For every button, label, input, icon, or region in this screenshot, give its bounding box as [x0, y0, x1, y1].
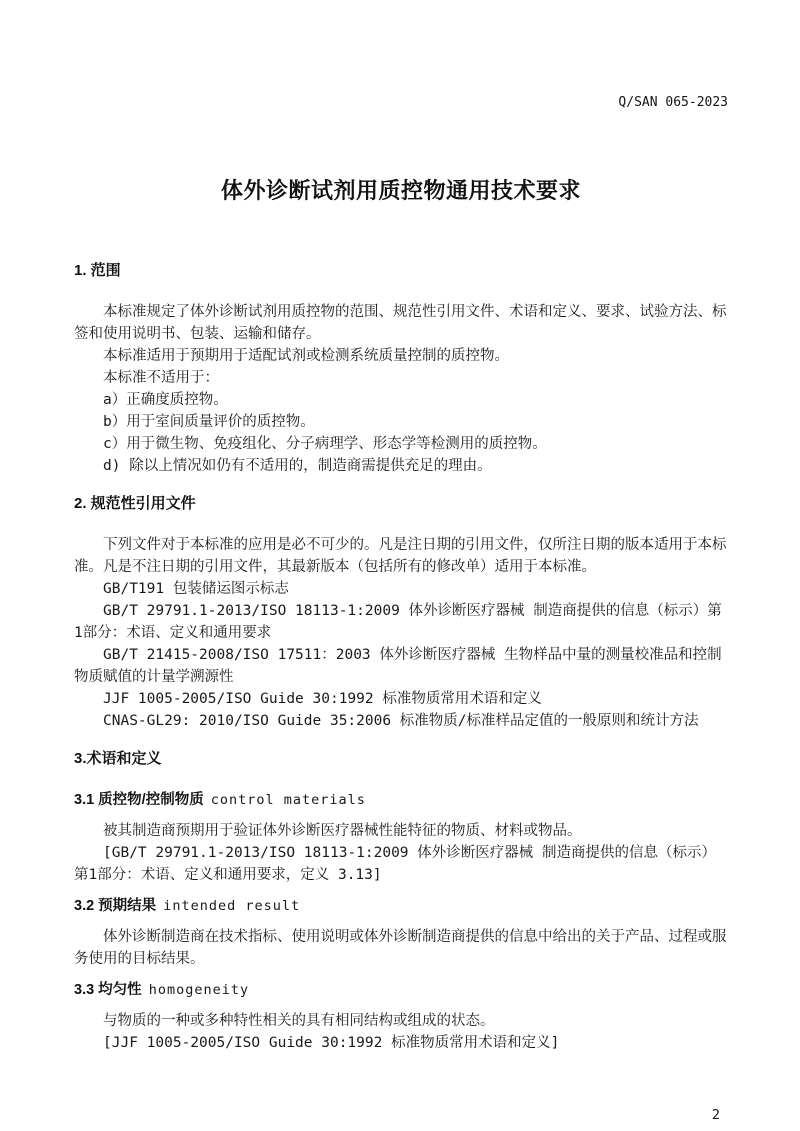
- term-3-3-source-note: [JJF 1005-2005/ISO Guide 30:1992 标准物质常用术语和定义]: [103, 1035, 560, 1051]
- section-1-list-item-a: a）正确度质控物。: [103, 392, 228, 408]
- section-1-paragraph-3: 本标准不适用于：: [103, 370, 219, 386]
- term-3-3-label: 3.3 均匀性: [74, 982, 142, 998]
- page-number: 2: [711, 1107, 720, 1123]
- term-3-2-heading: [74, 895, 728, 917]
- term-3-2-label: 3.2 预期结果: [74, 898, 157, 914]
- section-3-heading: 3.术语和定义: [74, 750, 162, 767]
- section-1-list-item-b: b）用于室间质量评价的质控物。: [103, 414, 315, 430]
- term-3-3-heading: [74, 979, 728, 1001]
- term-3-3-definition: 与物质的一种或多种特性相关的具有相同结构或组成的状态。: [103, 1013, 495, 1029]
- reference-item-cnas-gl29: CNAS-GL29: 2010/ISO Guide 35:2006 标准物质/标准样品定值的一般原则和统计方法: [103, 713, 699, 729]
- section-1-list-item-d: d) 除以上情况如仍有不适用的，制造商需提供充足的理由。: [103, 458, 492, 474]
- term-3-1-label: 3.1 质控物/控制物质: [74, 792, 204, 808]
- term-3-1-heading: [74, 789, 728, 811]
- standard-code: Q/SAN 065-2023: [618, 95, 728, 110]
- section-2-intro-paragraph: 下列文件对于本标准的应用是必不可少的。凡是注日期的引用文件，仅所注日期的版本适用于本标准。凡是不注日期的引用文件，其最新版本（包括所有的修改单）适用于本标准。: [74, 537, 727, 575]
- section-1-list-item-c: c）用于微生物、免疫组化、分子病理学、形态学等检测用的质控物。: [103, 436, 547, 452]
- term-3-3-english-term: homogeneity: [148, 982, 250, 998]
- document-title: 体外诊断试剂用质控物通用技术要求: [220, 178, 581, 203]
- reference-item-gbt21415: GB/T 21415-2008/ISO 17511：2003 体外诊断医疗器械 生物样品中量的测量校准品和控制物质赋值的计量学溯源性: [74, 647, 722, 685]
- reference-item-gbt29791: GB/T 29791.1-2013/ISO 18113-1:2009 体外诊断医疗器械 制造商提供的信息（标示）第1部分：术语、定义和通用要求: [74, 603, 722, 641]
- term-3-2-definition: 体外诊断制造商在技术指标、使用说明或体外诊断制造商提供的信息中给出的关于产品、过程或服务使用的目标结果。: [74, 929, 727, 967]
- term-3-1-english-term: control materials: [210, 792, 366, 808]
- term-3-1-source-note: [GB/T 29791.1-2013/ISO 18113-1:2009 体外诊断医疗器械 制造商提供的信息（标示）第1部分：术语、定义和通用要求，定义 3.13]: [74, 845, 716, 883]
- term-3-2-english-term: intended result: [163, 898, 301, 914]
- reference-item-gbt191: GB/T191 包装储运图示标志: [103, 581, 289, 597]
- section-1-paragraph-2: 本标准适用于预期用于适配试剂或检测系统质量控制的质控物。: [103, 348, 509, 364]
- term-3-1-definition: 被其制造商预期用于验证体外诊断医疗器械性能特征的物质、材料或物品。: [103, 823, 582, 839]
- section-2-heading: 2. 规范性引用文件: [74, 495, 196, 512]
- section-1-heading: 1. 范围: [74, 262, 121, 279]
- reference-item-jjf1005: JJF 1005-2005/ISO Guide 30:1992 标准物质常用术语和定义: [103, 691, 542, 707]
- section-1-paragraph-1: 本标准规定了体外诊断试剂用质控物的范围、规范性引用文件、术语和定义、要求、试验方法、标签和使用说明书、包装、运输和储存。: [74, 304, 727, 342]
